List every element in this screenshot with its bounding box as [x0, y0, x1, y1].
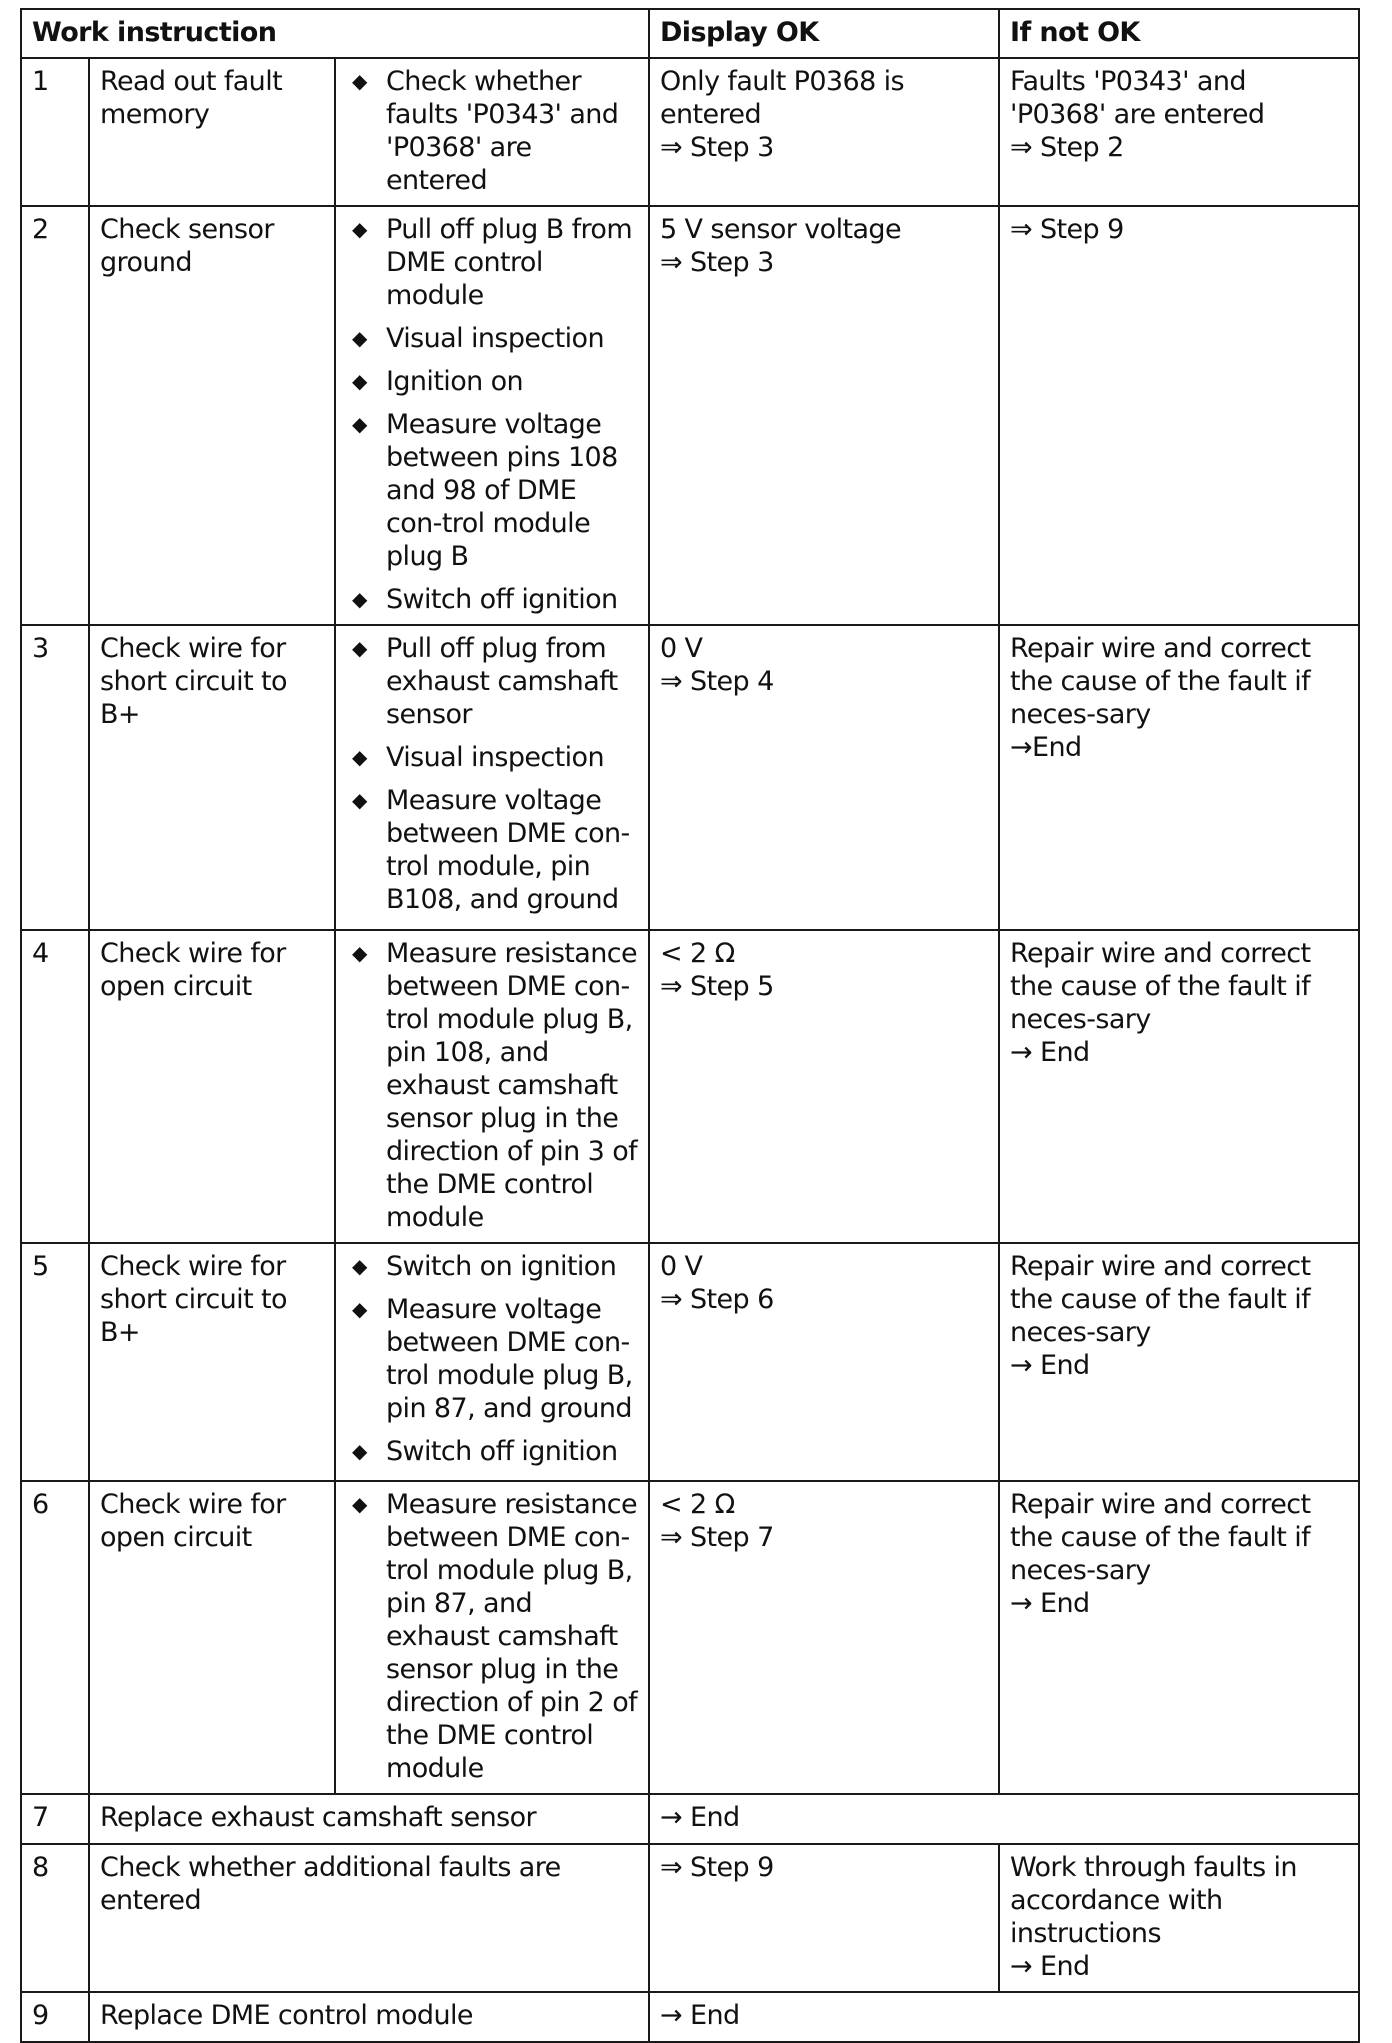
step-number: 3	[21, 625, 89, 930]
step-actions	[335, 930, 649, 1243]
work-instruction-table	[20, 8, 1360, 2043]
list-item: ◆ Measure voltage between DME con-trol module, pin B108, and ground	[352, 785, 630, 915]
header-work-instruction: Work instruction	[21, 9, 649, 58]
result-ok: < 2 Ω ⇒ Step 7	[649, 1481, 999, 1794]
table-row	[21, 58, 1359, 206]
step-actions	[335, 1481, 649, 1794]
table-row	[21, 1794, 1359, 1844]
work-instruction-document	[20, 8, 1360, 2043]
diamond-bullet-icon: ◆	[352, 745, 367, 769]
step-title: Check wire for short circuit to B+	[89, 1243, 335, 1481]
list-item: ◆ Visual inspection	[352, 323, 604, 354]
step-actions	[335, 58, 649, 206]
diamond-bullet-icon: ◆	[352, 1439, 367, 1463]
diamond-bullet-icon: ◆	[352, 587, 367, 611]
table-row	[21, 206, 1359, 625]
table-row	[21, 1844, 1359, 1992]
result-not-ok: Repair wire and correct the cause of the fault if neces-sary → End	[999, 1243, 1359, 1481]
list-item: ◆ Measure resistance between DME con-trol module plug B, pin 108, and exhaust camshaft sensor plug in the direction of pin 3 of the DME control module	[352, 938, 638, 1233]
list-item: ◆ Ignition on	[352, 366, 524, 397]
list-item: ◆ Switch on ignition	[352, 1251, 617, 1282]
result-ok: 5 V sensor voltage ⇒ Step 3	[649, 206, 999, 625]
result-ok: → End	[649, 1794, 1359, 1844]
list-item: ◆ Visual inspection	[352, 742, 604, 773]
diamond-bullet-icon: ◆	[352, 941, 367, 965]
header-row	[21, 9, 1359, 58]
result-ok: < 2 Ω ⇒ Step 5	[649, 930, 999, 1243]
diamond-bullet-icon: ◆	[352, 636, 367, 660]
result-not-ok: ⇒ Step 9	[999, 206, 1359, 625]
step-number: 4	[21, 930, 89, 1243]
step-title: Check wire for open circuit	[89, 1481, 335, 1794]
table-row	[21, 930, 1359, 1243]
step-title: Check sensor ground	[89, 206, 335, 625]
diamond-bullet-icon: ◆	[352, 1297, 367, 1321]
step-actions	[335, 206, 649, 625]
result-not-ok: Repair wire and correct the cause of the fault if neces-sary →End	[999, 625, 1359, 930]
step-title: Replace exhaust camshaft sensor	[89, 1794, 649, 1844]
result-not-ok: Repair wire and correct the cause of the fault if neces-sary → End	[999, 1481, 1359, 1794]
step-number: 7	[21, 1794, 89, 1844]
list-item: ◆ Pull off plug B from DME control module	[352, 214, 633, 311]
list-item: ◆ Switch off ignition	[352, 1436, 618, 1467]
diamond-bullet-icon: ◆	[352, 69, 367, 93]
result-ok: 0 V ⇒ Step 6	[649, 1243, 999, 1481]
result-not-ok: Faults 'P0343' and 'P0368' are entered ⇒ Step 2	[999, 58, 1359, 206]
result-ok: 0 V ⇒ Step 4	[649, 625, 999, 930]
table-row	[21, 1481, 1359, 1794]
step-number: 1	[21, 58, 89, 206]
step-title: Read out fault memory	[89, 58, 335, 206]
table-row	[21, 1243, 1359, 1481]
step-number: 2	[21, 206, 89, 625]
result-ok: ⇒ Step 9	[649, 1844, 999, 1992]
diamond-bullet-icon: ◆	[352, 1254, 367, 1278]
list-item: ◆ Measure voltage between pins 108 and 98 of DME con-trol module plug B	[352, 409, 618, 572]
result-ok: Only fault P0368 is entered ⇒ Step 3	[649, 58, 999, 206]
step-number: 5	[21, 1243, 89, 1481]
step-number: 9	[21, 1992, 89, 2042]
list-item: ◆ Pull off plug from exhaust camshaft sensor	[352, 633, 618, 730]
result-not-ok: Work through faults in accordance with instructions → End	[999, 1844, 1359, 1992]
step-title: Replace DME control module	[89, 1992, 649, 2042]
table-row	[21, 625, 1359, 930]
step-number: 6	[21, 1481, 89, 1794]
list-item: ◆ Measure resistance between DME con-trol module plug B, pin 87, and exhaust camshaft sensor plug in the direction of pin 2 of the DME control module	[352, 1489, 638, 1784]
diamond-bullet-icon: ◆	[352, 412, 367, 436]
table-row	[21, 1992, 1359, 2042]
header-if-not-ok: If not OK	[999, 9, 1359, 58]
diamond-bullet-icon: ◆	[352, 788, 367, 812]
step-actions	[335, 625, 649, 930]
list-item: ◆ Switch off ignition	[352, 584, 618, 615]
result-ok: → End	[649, 1992, 1359, 2042]
step-title: Check wire for open circuit	[89, 930, 335, 1243]
step-actions	[335, 1243, 649, 1481]
step-number: 8	[21, 1844, 89, 1992]
list-item: ◆ Measure voltage between DME con-trol module plug B, pin 87, and ground	[352, 1294, 633, 1424]
list-item: ◆ Check whether faults 'P0343' and 'P0368' are entered	[352, 66, 619, 196]
diamond-bullet-icon: ◆	[352, 326, 367, 350]
result-not-ok: Repair wire and correct the cause of the fault if neces-sary → End	[999, 930, 1359, 1243]
header-display-ok: Display OK	[649, 9, 999, 58]
step-title: Check wire for short circuit to B+	[89, 625, 335, 930]
diamond-bullet-icon: ◆	[352, 217, 367, 241]
diamond-bullet-icon: ◆	[352, 369, 367, 393]
step-title: Check whether additional faults are entered	[89, 1844, 649, 1992]
diamond-bullet-icon: ◆	[352, 1492, 367, 1516]
